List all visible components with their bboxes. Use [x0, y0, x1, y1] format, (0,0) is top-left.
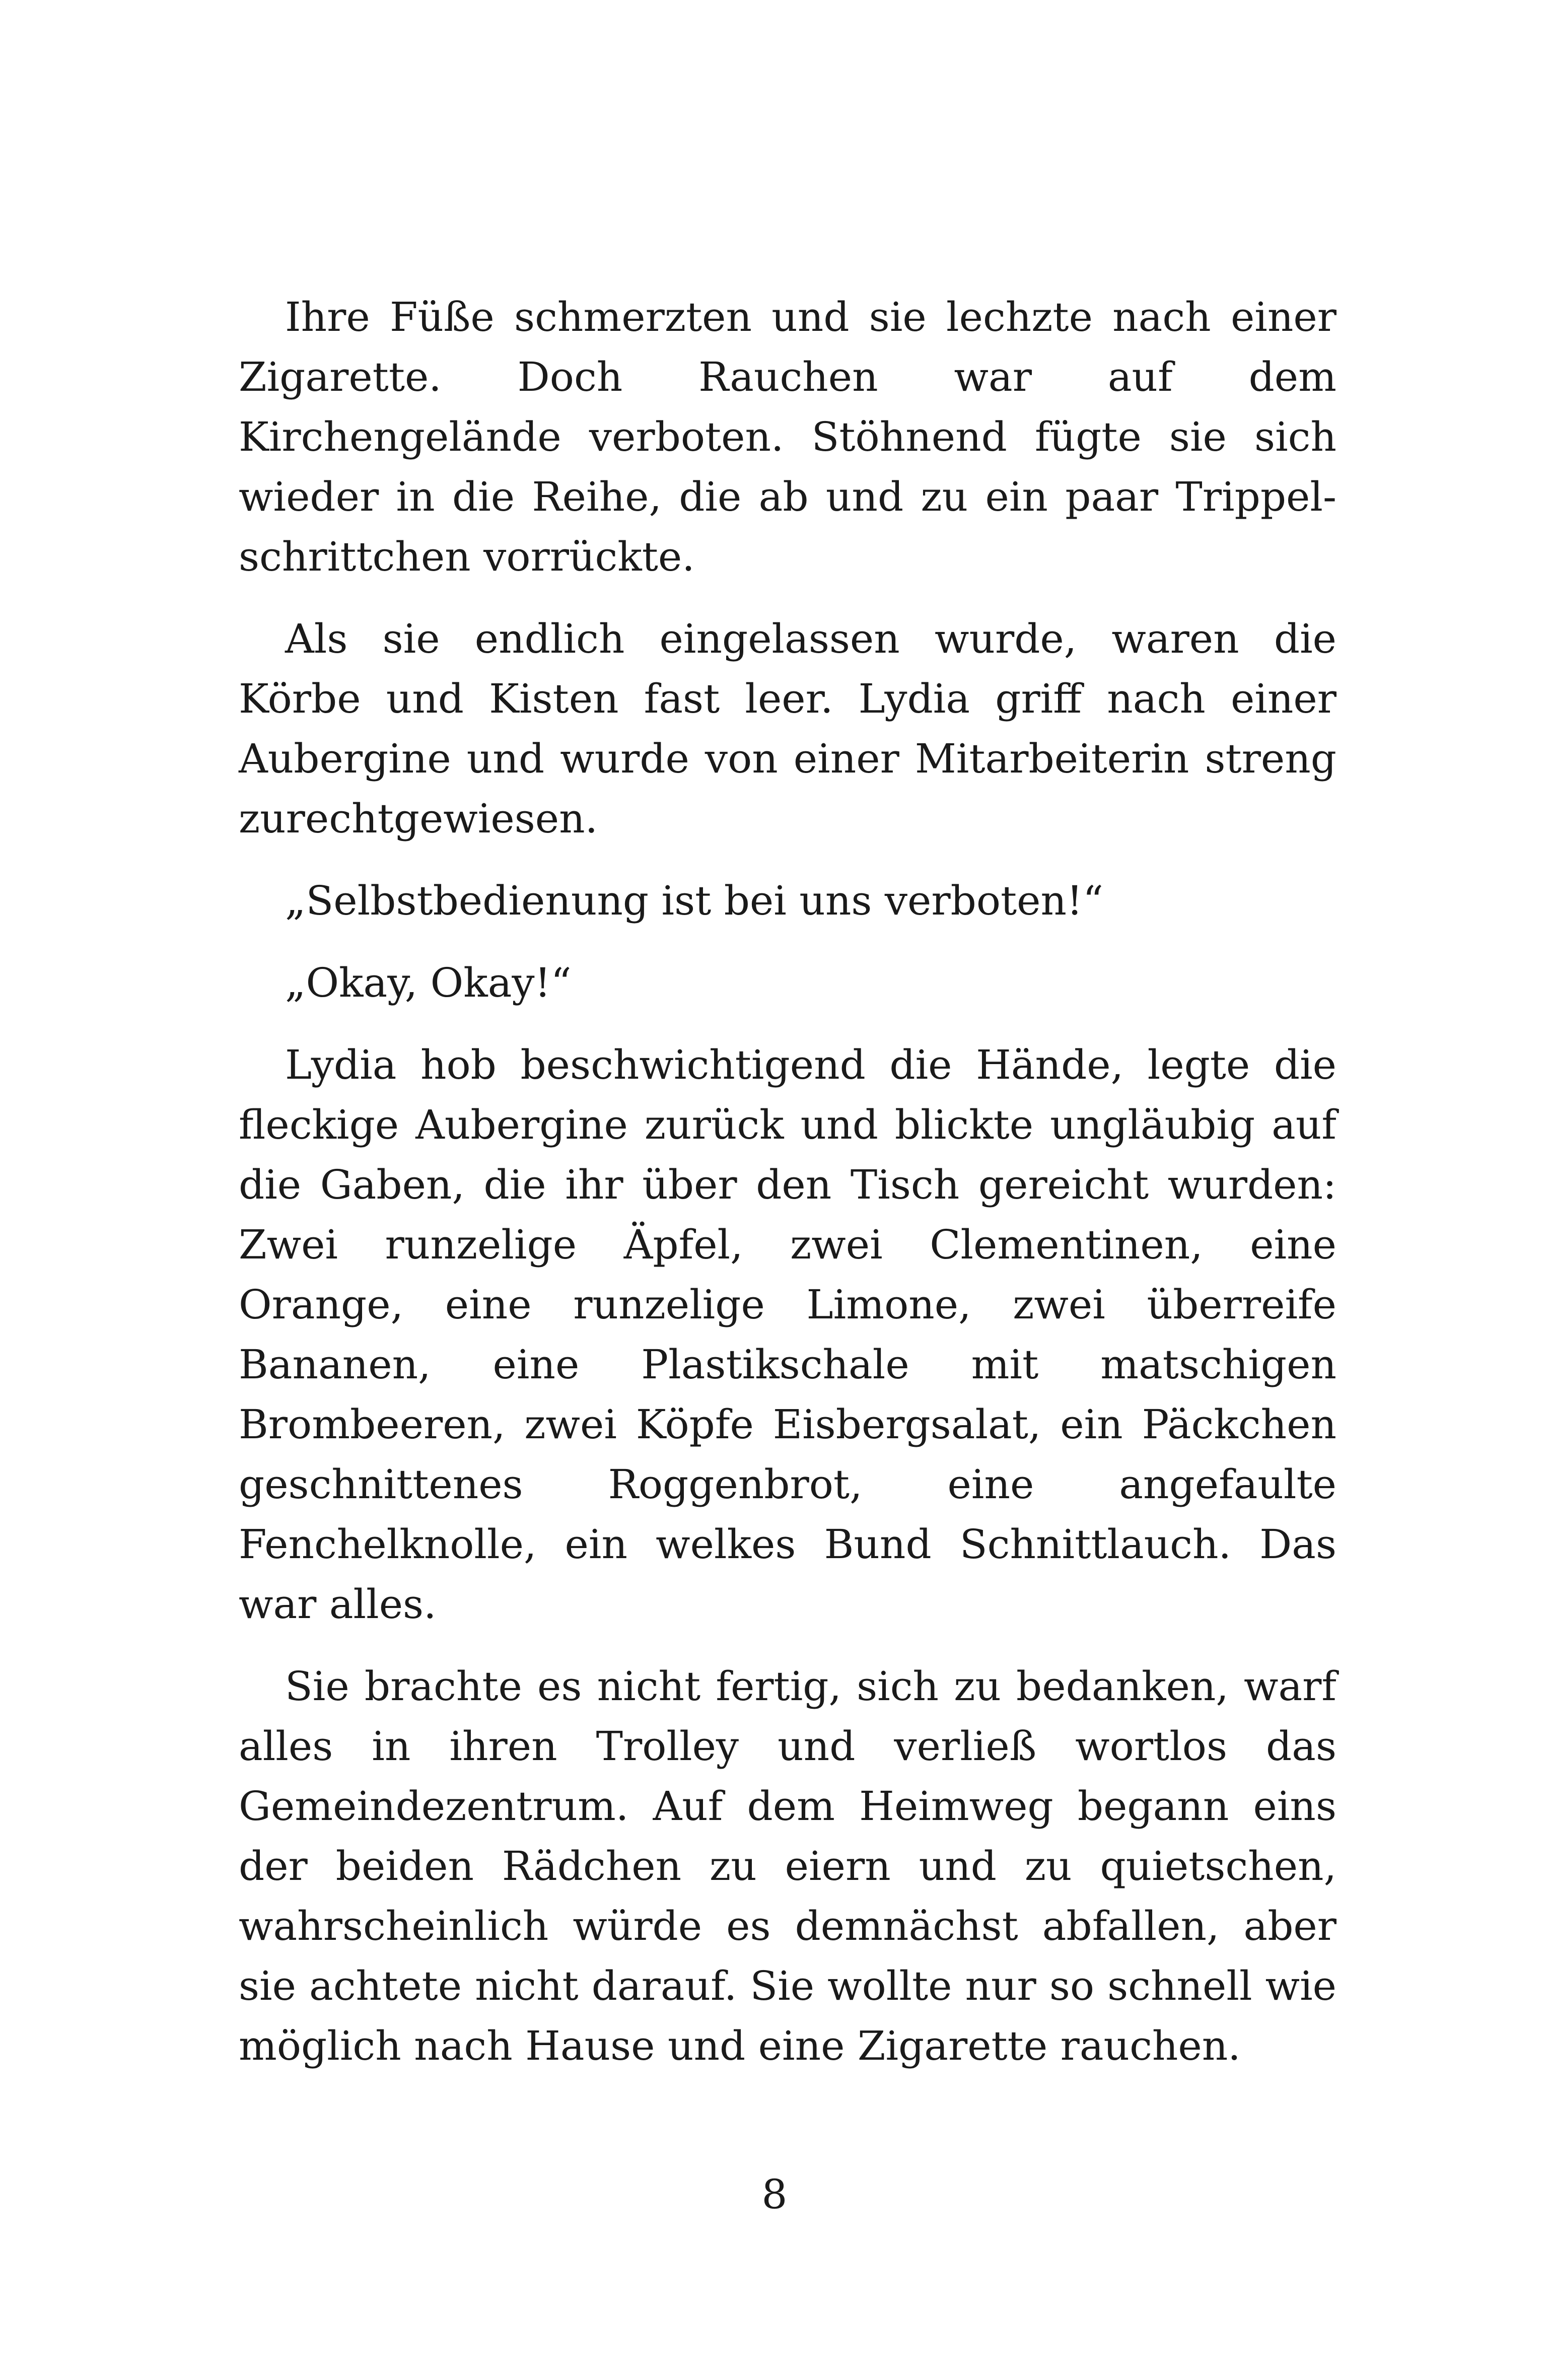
body-text	[239, 287, 1336, 2076]
paragraph-1: Ihre Füße schmerzten und sie lechzte nach einer Zigarette. Doch Rauchen war auf dem Kirchengelände verboten. Stöhnend fügte sie sich wieder in die Reihe, die ab und zu ein paar Trippelschrittchen vorrückte.	[239, 294, 1336, 580]
paragraph-3: „Selbstbedienung ist bei uns verboten!“	[285, 877, 1104, 924]
paragraph-2: Als sie endlich eingelassen wurde, waren die Körbe und Kisten fast leer. Lydia griff nach einer Aubergine und wurde von einer Mitarbeiterin streng zurechtgewiesen.	[239, 615, 1336, 842]
page-number: 8	[761, 2171, 788, 2218]
paragraph-6: Sie brachte es nicht fertig, sich zu bedanken, warf alles in ihren Trolley und verließ wortlos das Gemeindezentrum. Auf dem Heimweg begann eins der beiden Rädchen zu eiern und zu quietschen, wahrscheinlich würde es demnächst abfallen, aber sie achtete nicht darauf. Sie wollte nur so schnell wie möglich nach Hause und eine Zigarette rauchen.	[239, 1663, 1336, 2069]
paragraph-4: „Okay, Okay!“	[285, 959, 572, 1006]
paragraph-5: Lydia hob beschwichtigend die Hände, legte die fleckige Aubergine zurück und blickte ungläubig auf die Gaben, die ihr über den Tisch gereicht wurden: Zwei runzelige Äpfel, zwei Clementinen, eine Orange, eine runzelige Limone, zwei überreife Bananen, eine Plastikschale mit matschigen Brombeeren, zwei Köpfe Eisbergsalat, ein Päckchen geschnittenes Roggenbrot, eine angefaulte Fenchelknolle, ein welkes Bund Schnittlauch. Das war alles.	[239, 1041, 1336, 1628]
